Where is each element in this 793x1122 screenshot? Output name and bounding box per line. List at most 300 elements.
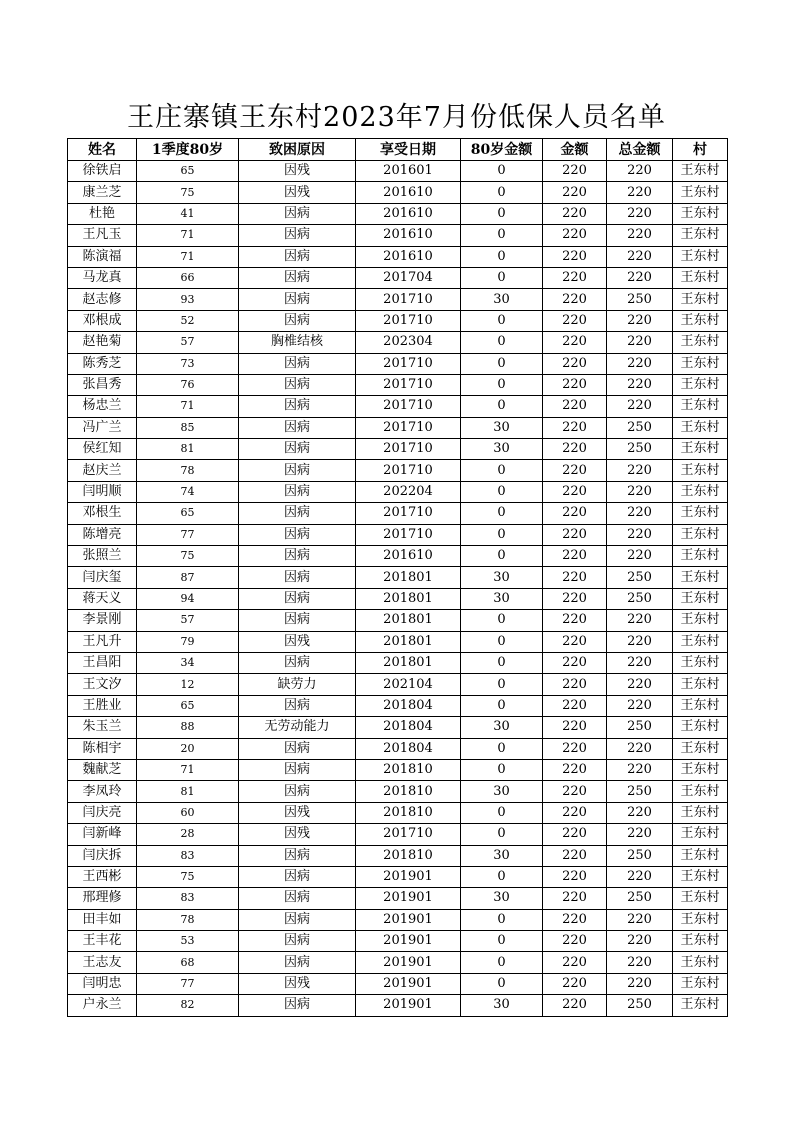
cell-col-total: 250	[607, 995, 673, 1016]
table-row	[68, 631, 728, 652]
header-col-80-amount: 80岁金额	[461, 139, 543, 161]
cell-col-date: 201810	[356, 802, 461, 823]
cell-col-q1-age: 71	[137, 759, 239, 780]
cell-col-amount: 220	[543, 781, 607, 802]
table-row	[68, 738, 728, 759]
cell-col-village: 王东村	[673, 973, 728, 994]
cell-col-80-amount: 30	[461, 567, 543, 588]
cell-col-total: 220	[607, 802, 673, 823]
cell-col-village: 王东村	[673, 781, 728, 802]
cell-col-reason: 因病	[239, 652, 356, 673]
cell-col-q1-age: 81	[137, 439, 239, 460]
table-row	[68, 717, 728, 738]
cell-col-name: 徐铁启	[68, 161, 137, 182]
header-col-date: 享受日期	[356, 139, 461, 161]
cell-col-date: 201901	[356, 888, 461, 909]
cell-col-village: 王东村	[673, 674, 728, 695]
cell-col-amount: 220	[543, 396, 607, 417]
cell-col-80-amount: 0	[461, 674, 543, 695]
cell-col-amount: 220	[543, 588, 607, 609]
cell-col-date: 201610	[356, 546, 461, 567]
cell-col-date: 201801	[356, 631, 461, 652]
cell-col-name: 张照兰	[68, 546, 137, 567]
cell-col-date: 201901	[356, 995, 461, 1016]
cell-col-80-amount: 30	[461, 439, 543, 460]
cell-col-date: 201601	[356, 161, 461, 182]
cell-col-name: 王胜业	[68, 695, 137, 716]
cell-col-amount: 220	[543, 161, 607, 182]
cell-col-q1-age: 75	[137, 546, 239, 567]
cell-col-q1-age: 93	[137, 289, 239, 310]
cell-col-total: 220	[607, 738, 673, 759]
table-row	[68, 310, 728, 331]
cell-col-total: 220	[607, 866, 673, 887]
cell-col-reason: 因病	[239, 567, 356, 588]
cell-col-80-amount: 30	[461, 289, 543, 310]
cell-col-total: 220	[607, 503, 673, 524]
cell-col-reason: 因病	[239, 417, 356, 438]
cell-col-amount: 220	[543, 289, 607, 310]
cell-col-name: 朱玉兰	[68, 717, 137, 738]
cell-col-total: 220	[607, 310, 673, 331]
cell-col-q1-age: 65	[137, 503, 239, 524]
cell-col-date: 201901	[356, 952, 461, 973]
cell-col-name: 赵艳菊	[68, 332, 137, 353]
cell-col-total: 220	[607, 481, 673, 502]
cell-col-reason: 因病	[239, 289, 356, 310]
cell-col-80-amount: 0	[461, 524, 543, 545]
cell-col-80-amount: 0	[461, 631, 543, 652]
cell-col-village: 王东村	[673, 417, 728, 438]
cell-col-village: 王东村	[673, 182, 728, 203]
cell-col-date: 201710	[356, 396, 461, 417]
cell-col-reason: 因病	[239, 610, 356, 631]
cell-col-q1-age: 83	[137, 888, 239, 909]
cell-col-80-amount: 0	[461, 460, 543, 481]
cell-col-reason: 因病	[239, 203, 356, 224]
cell-col-village: 王东村	[673, 631, 728, 652]
table-row	[68, 332, 728, 353]
cell-col-q1-age: 65	[137, 695, 239, 716]
cell-col-80-amount: 0	[461, 310, 543, 331]
cell-col-reason: 因病	[239, 546, 356, 567]
cell-col-q1-age: 78	[137, 460, 239, 481]
cell-col-name: 邓根生	[68, 503, 137, 524]
cell-col-amount: 220	[543, 246, 607, 267]
cell-col-reason: 因病	[239, 866, 356, 887]
cell-col-village: 王东村	[673, 225, 728, 246]
cell-col-date: 201801	[356, 652, 461, 673]
cell-col-village: 王东村	[673, 909, 728, 930]
table-row	[68, 695, 728, 716]
header-col-name: 姓名	[68, 139, 137, 161]
cell-col-amount: 220	[543, 267, 607, 288]
cell-col-amount: 220	[543, 417, 607, 438]
table-row	[68, 289, 728, 310]
table-row	[68, 674, 728, 695]
roster-table	[67, 138, 728, 1017]
cell-col-80-amount: 0	[461, 802, 543, 823]
table-row	[68, 524, 728, 545]
cell-col-reason: 因病	[239, 995, 356, 1016]
cell-col-total: 250	[607, 781, 673, 802]
cell-col-date: 201801	[356, 610, 461, 631]
cell-col-80-amount: 0	[461, 481, 543, 502]
cell-col-village: 王东村	[673, 759, 728, 780]
cell-col-q1-age: 66	[137, 267, 239, 288]
cell-col-village: 王东村	[673, 203, 728, 224]
table-row	[68, 481, 728, 502]
table-row	[68, 888, 728, 909]
cell-col-reason: 因病	[239, 353, 356, 374]
cell-col-q1-age: 71	[137, 225, 239, 246]
cell-col-date: 202104	[356, 674, 461, 695]
cell-col-village: 王东村	[673, 866, 728, 887]
cell-col-reason: 因病	[239, 695, 356, 716]
cell-col-q1-age: 71	[137, 396, 239, 417]
cell-col-name: 王凡升	[68, 631, 137, 652]
cell-col-total: 220	[607, 460, 673, 481]
cell-col-reason: 因病	[239, 439, 356, 460]
cell-col-q1-age: 75	[137, 182, 239, 203]
header-col-amount: 金额	[543, 139, 607, 161]
cell-col-village: 王东村	[673, 931, 728, 952]
cell-col-date: 201804	[356, 717, 461, 738]
table-row	[68, 203, 728, 224]
cell-col-reason: 因病	[239, 524, 356, 545]
cell-col-80-amount: 0	[461, 246, 543, 267]
cell-col-80-amount: 0	[461, 161, 543, 182]
cell-col-village: 王东村	[673, 610, 728, 631]
cell-col-q1-age: 76	[137, 374, 239, 395]
cell-col-amount: 220	[543, 610, 607, 631]
cell-col-reason: 因病	[239, 781, 356, 802]
cell-col-amount: 220	[543, 802, 607, 823]
cell-col-80-amount: 30	[461, 588, 543, 609]
table-row	[68, 610, 728, 631]
cell-col-name: 户永兰	[68, 995, 137, 1016]
table-row	[68, 952, 728, 973]
cell-col-q1-age: 94	[137, 588, 239, 609]
cell-col-q1-age: 77	[137, 524, 239, 545]
cell-col-80-amount: 0	[461, 503, 543, 524]
cell-col-q1-age: 78	[137, 909, 239, 930]
table-row	[68, 781, 728, 802]
table-row	[68, 417, 728, 438]
cell-col-reason: 因病	[239, 246, 356, 267]
cell-col-date: 201710	[356, 524, 461, 545]
cell-col-amount: 220	[543, 717, 607, 738]
table-row	[68, 225, 728, 246]
cell-col-date: 201901	[356, 973, 461, 994]
cell-col-reason: 因病	[239, 460, 356, 481]
cell-col-name: 张昌秀	[68, 374, 137, 395]
cell-col-80-amount: 0	[461, 824, 543, 845]
cell-col-reason: 因残	[239, 973, 356, 994]
cell-col-date: 201610	[356, 246, 461, 267]
cell-col-q1-age: 12	[137, 674, 239, 695]
cell-col-amount: 220	[543, 652, 607, 673]
cell-col-total: 220	[607, 161, 673, 182]
cell-col-reason: 因残	[239, 182, 356, 203]
cell-col-total: 220	[607, 246, 673, 267]
cell-col-total: 220	[607, 203, 673, 224]
cell-col-name: 陈相宇	[68, 738, 137, 759]
cell-col-village: 王东村	[673, 845, 728, 866]
table-row	[68, 374, 728, 395]
table-row	[68, 588, 728, 609]
cell-col-reason: 因病	[239, 845, 356, 866]
cell-col-total: 220	[607, 267, 673, 288]
cell-col-q1-age: 74	[137, 481, 239, 502]
cell-col-village: 王东村	[673, 652, 728, 673]
cell-col-total: 250	[607, 845, 673, 866]
cell-col-80-amount: 0	[461, 396, 543, 417]
cell-col-village: 王东村	[673, 717, 728, 738]
cell-col-amount: 220	[543, 674, 607, 695]
cell-col-reason: 胸椎结核	[239, 332, 356, 353]
cell-col-amount: 220	[543, 374, 607, 395]
cell-col-name: 闫明忠	[68, 973, 137, 994]
cell-col-date: 201804	[356, 695, 461, 716]
cell-col-80-amount: 0	[461, 546, 543, 567]
cell-col-date: 201610	[356, 225, 461, 246]
cell-col-q1-age: 71	[137, 246, 239, 267]
cell-col-name: 陈演福	[68, 246, 137, 267]
cell-col-80-amount: 0	[461, 332, 543, 353]
table-header-row	[68, 139, 728, 161]
cell-col-q1-age: 87	[137, 567, 239, 588]
table-row	[68, 802, 728, 823]
cell-col-village: 王东村	[673, 888, 728, 909]
cell-col-date: 201610	[356, 203, 461, 224]
cell-col-date: 201804	[356, 738, 461, 759]
cell-col-date: 201710	[356, 417, 461, 438]
cell-col-amount: 220	[543, 931, 607, 952]
table-row	[68, 909, 728, 930]
cell-col-date: 201610	[356, 182, 461, 203]
cell-col-amount: 220	[543, 631, 607, 652]
cell-col-date: 201801	[356, 588, 461, 609]
header-col-village: 村	[673, 139, 728, 161]
cell-col-date: 201710	[356, 310, 461, 331]
table-row	[68, 546, 728, 567]
cell-col-total: 220	[607, 952, 673, 973]
cell-col-date: 201710	[356, 503, 461, 524]
cell-col-80-amount: 0	[461, 866, 543, 887]
cell-col-village: 王东村	[673, 481, 728, 502]
cell-col-name: 陈秀芝	[68, 353, 137, 374]
cell-col-80-amount: 0	[461, 374, 543, 395]
cell-col-total: 250	[607, 417, 673, 438]
cell-col-village: 王东村	[673, 995, 728, 1016]
table-row	[68, 866, 728, 887]
cell-col-reason: 因残	[239, 631, 356, 652]
cell-col-village: 王东村	[673, 824, 728, 845]
cell-col-name: 冯广兰	[68, 417, 137, 438]
cell-col-date: 201710	[356, 460, 461, 481]
cell-col-80-amount: 30	[461, 845, 543, 866]
cell-col-q1-age: 20	[137, 738, 239, 759]
cell-col-name: 蒋天义	[68, 588, 137, 609]
cell-col-80-amount: 0	[461, 759, 543, 780]
table-row	[68, 824, 728, 845]
cell-col-q1-age: 81	[137, 781, 239, 802]
cell-col-date: 201710	[356, 439, 461, 460]
cell-col-date: 201710	[356, 824, 461, 845]
cell-col-reason: 因残	[239, 824, 356, 845]
cell-col-name: 李凤玲	[68, 781, 137, 802]
cell-col-name: 杨忠兰	[68, 396, 137, 417]
cell-col-name: 魏献芝	[68, 759, 137, 780]
cell-col-80-amount: 0	[461, 695, 543, 716]
cell-col-amount: 220	[543, 973, 607, 994]
cell-col-village: 王东村	[673, 546, 728, 567]
cell-col-total: 220	[607, 695, 673, 716]
cell-col-name: 康兰芝	[68, 182, 137, 203]
cell-col-80-amount: 0	[461, 909, 543, 930]
cell-col-name: 李景刚	[68, 610, 137, 631]
cell-col-amount: 220	[543, 524, 607, 545]
cell-col-q1-age: 82	[137, 995, 239, 1016]
header-col-reason: 致困原因	[239, 139, 356, 161]
cell-col-q1-age: 75	[137, 866, 239, 887]
cell-col-80-amount: 0	[461, 973, 543, 994]
cell-col-total: 250	[607, 888, 673, 909]
cell-col-q1-age: 68	[137, 952, 239, 973]
cell-col-amount: 220	[543, 759, 607, 780]
cell-col-amount: 220	[543, 182, 607, 203]
cell-col-village: 王东村	[673, 161, 728, 182]
cell-col-name: 田丰如	[68, 909, 137, 930]
cell-col-name: 陈增亮	[68, 524, 137, 545]
cell-col-village: 王东村	[673, 695, 728, 716]
cell-col-reason: 因病	[239, 267, 356, 288]
cell-col-reason: 因病	[239, 952, 356, 973]
cell-col-total: 220	[607, 973, 673, 994]
cell-col-q1-age: 34	[137, 652, 239, 673]
cell-col-q1-age: 79	[137, 631, 239, 652]
cell-col-name: 王文汐	[68, 674, 137, 695]
table-row	[68, 931, 728, 952]
cell-col-amount: 220	[543, 567, 607, 588]
cell-col-amount: 220	[543, 310, 607, 331]
cell-col-total: 220	[607, 824, 673, 845]
cell-col-80-amount: 0	[461, 203, 543, 224]
cell-col-q1-age: 28	[137, 824, 239, 845]
cell-col-date: 201710	[356, 374, 461, 395]
cell-col-80-amount: 0	[461, 738, 543, 759]
cell-col-total: 220	[607, 524, 673, 545]
table-row	[68, 353, 728, 374]
table-row	[68, 161, 728, 182]
cell-col-reason: 因病	[239, 310, 356, 331]
cell-col-name: 闫庆亮	[68, 802, 137, 823]
table-body	[68, 161, 728, 1017]
cell-col-80-amount: 0	[461, 182, 543, 203]
cell-col-village: 王东村	[673, 738, 728, 759]
table-row	[68, 759, 728, 780]
cell-col-date: 201901	[356, 866, 461, 887]
cell-col-date: 201901	[356, 931, 461, 952]
cell-col-80-amount: 30	[461, 781, 543, 802]
cell-col-amount: 220	[543, 332, 607, 353]
cell-col-q1-age: 73	[137, 353, 239, 374]
cell-col-amount: 220	[543, 824, 607, 845]
table-row	[68, 460, 728, 481]
cell-col-name: 闫新峰	[68, 824, 137, 845]
page-title: 王庄寨镇王东村2023年7月份低保人员名单	[127, 102, 666, 133]
cell-col-80-amount: 30	[461, 995, 543, 1016]
cell-col-amount: 220	[543, 353, 607, 374]
header-col-total: 总金额	[607, 139, 673, 161]
cell-col-total: 220	[607, 546, 673, 567]
cell-col-reason: 因病	[239, 931, 356, 952]
cell-col-name: 王昌阳	[68, 652, 137, 673]
cell-col-amount: 220	[543, 503, 607, 524]
cell-col-village: 王东村	[673, 267, 728, 288]
cell-col-name: 侯红知	[68, 439, 137, 460]
cell-col-reason: 因病	[239, 888, 356, 909]
cell-col-date: 201801	[356, 567, 461, 588]
cell-col-total: 220	[607, 909, 673, 930]
cell-col-80-amount: 30	[461, 417, 543, 438]
cell-col-name: 王西彬	[68, 866, 137, 887]
cell-col-name: 闫庆拆	[68, 845, 137, 866]
table-row	[68, 246, 728, 267]
cell-col-80-amount: 0	[461, 952, 543, 973]
cell-col-date: 201810	[356, 759, 461, 780]
table-row	[68, 267, 728, 288]
cell-col-reason: 因病	[239, 738, 356, 759]
table-row	[68, 182, 728, 203]
cell-col-reason: 无劳动能力	[239, 717, 356, 738]
table-row	[68, 845, 728, 866]
cell-col-total: 220	[607, 332, 673, 353]
cell-col-total: 220	[607, 674, 673, 695]
cell-col-name: 闫明顺	[68, 481, 137, 502]
cell-col-date: 201901	[356, 909, 461, 930]
cell-col-name: 闫庆玺	[68, 567, 137, 588]
cell-col-q1-age: 57	[137, 332, 239, 353]
cell-col-amount: 220	[543, 909, 607, 930]
cell-col-village: 王东村	[673, 374, 728, 395]
cell-col-total: 250	[607, 289, 673, 310]
cell-col-q1-age: 53	[137, 931, 239, 952]
cell-col-date: 201704	[356, 267, 461, 288]
cell-col-total: 250	[607, 439, 673, 460]
cell-col-reason: 缺劳力	[239, 674, 356, 695]
cell-col-village: 王东村	[673, 353, 728, 374]
cell-col-reason: 因病	[239, 481, 356, 502]
cell-col-total: 220	[607, 353, 673, 374]
cell-col-80-amount: 0	[461, 225, 543, 246]
cell-col-village: 王东村	[673, 439, 728, 460]
cell-col-village: 王东村	[673, 310, 728, 331]
cell-col-reason: 因病	[239, 909, 356, 930]
cell-col-total: 220	[607, 931, 673, 952]
cell-col-reason: 因残	[239, 802, 356, 823]
cell-col-village: 王东村	[673, 802, 728, 823]
cell-col-total: 250	[607, 567, 673, 588]
cell-col-total: 220	[607, 396, 673, 417]
cell-col-name: 马龙真	[68, 267, 137, 288]
cell-col-reason: 因病	[239, 396, 356, 417]
cell-col-amount: 220	[543, 995, 607, 1016]
cell-col-name: 王志友	[68, 952, 137, 973]
cell-col-reason: 因残	[239, 161, 356, 182]
cell-col-amount: 220	[543, 866, 607, 887]
